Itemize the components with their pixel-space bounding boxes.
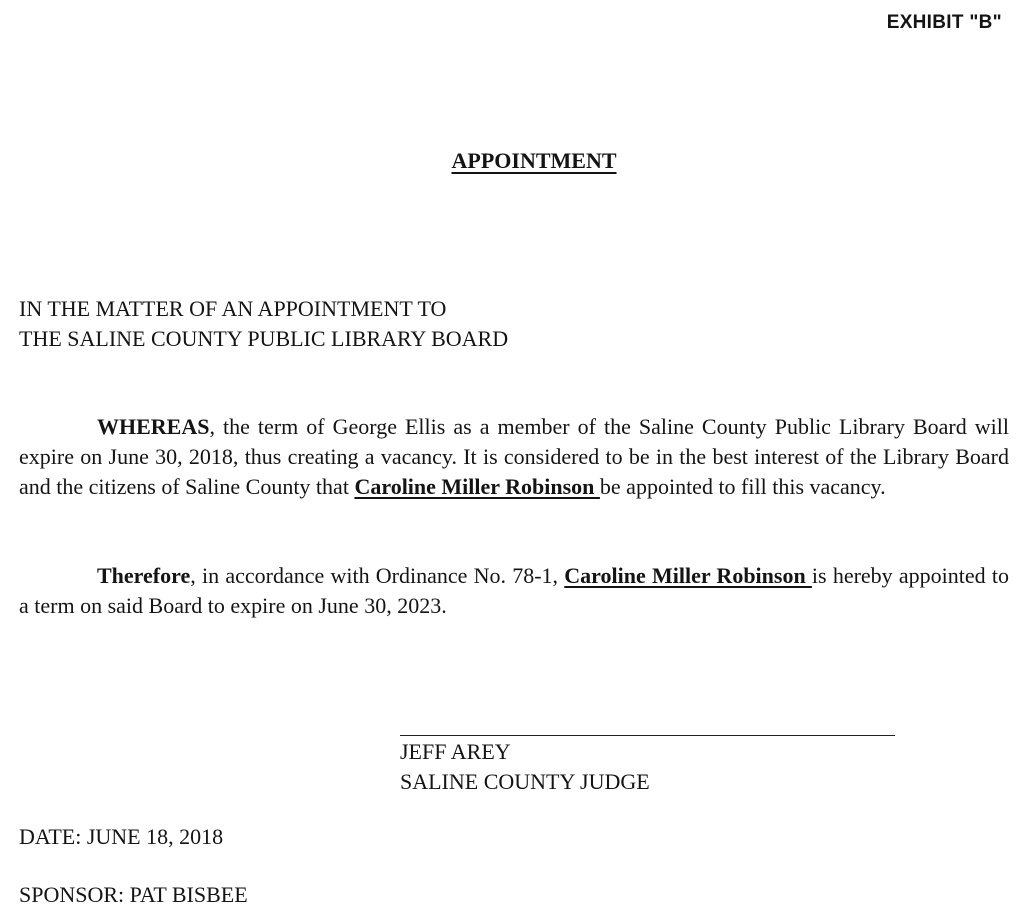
sponsor-line: SPONSOR: PAT BISBEE (19, 882, 248, 907)
whereas-lead: WHEREAS (97, 414, 210, 439)
matter-heading (19, 294, 508, 354)
matter-line-1: IN THE MATTER OF AN APPOINTMENT TO (19, 296, 447, 321)
therefore-lead: Therefore (97, 563, 191, 588)
signer-title: SALINE COUNTY JUDGE (400, 769, 650, 794)
matter-line-2: THE SALINE COUNTY PUBLIC LIBRARY BOARD (19, 326, 509, 351)
whereas-text-1: , the term of George Ellis as a member of the Saline County Public Library Board will expire on June 30, 2018, thus creating a vacancy. It is considered to be in the best interest of the Library Board and the citizens of Saline County that (19, 414, 1009, 499)
date-line: DATE: JUNE 18, 2018 (19, 824, 224, 849)
signer-name: JEFF AREY (400, 739, 511, 764)
exhibit-label: EXHIBIT "B" (886, 12, 1002, 33)
whereas-text-2: be appointed to fill this vacancy. (599, 474, 886, 499)
therefore-text-2: is hereby appointed to a term on said Board to expire on June 30, 2023. (19, 563, 1009, 618)
signature-block (400, 737, 650, 797)
whereas-paragraph (19, 412, 1009, 502)
document-title: APPOINTMENT (451, 148, 617, 173)
therefore-appointee-name: Caroline Miller Robinson (564, 563, 812, 588)
therefore-paragraph (19, 561, 1009, 621)
whereas-appointee-name: Caroline Miller Robinson (354, 474, 600, 499)
signature-line (400, 735, 895, 736)
therefore-text-1: , in accordance with Ordinance No. 78-1, (190, 563, 565, 588)
